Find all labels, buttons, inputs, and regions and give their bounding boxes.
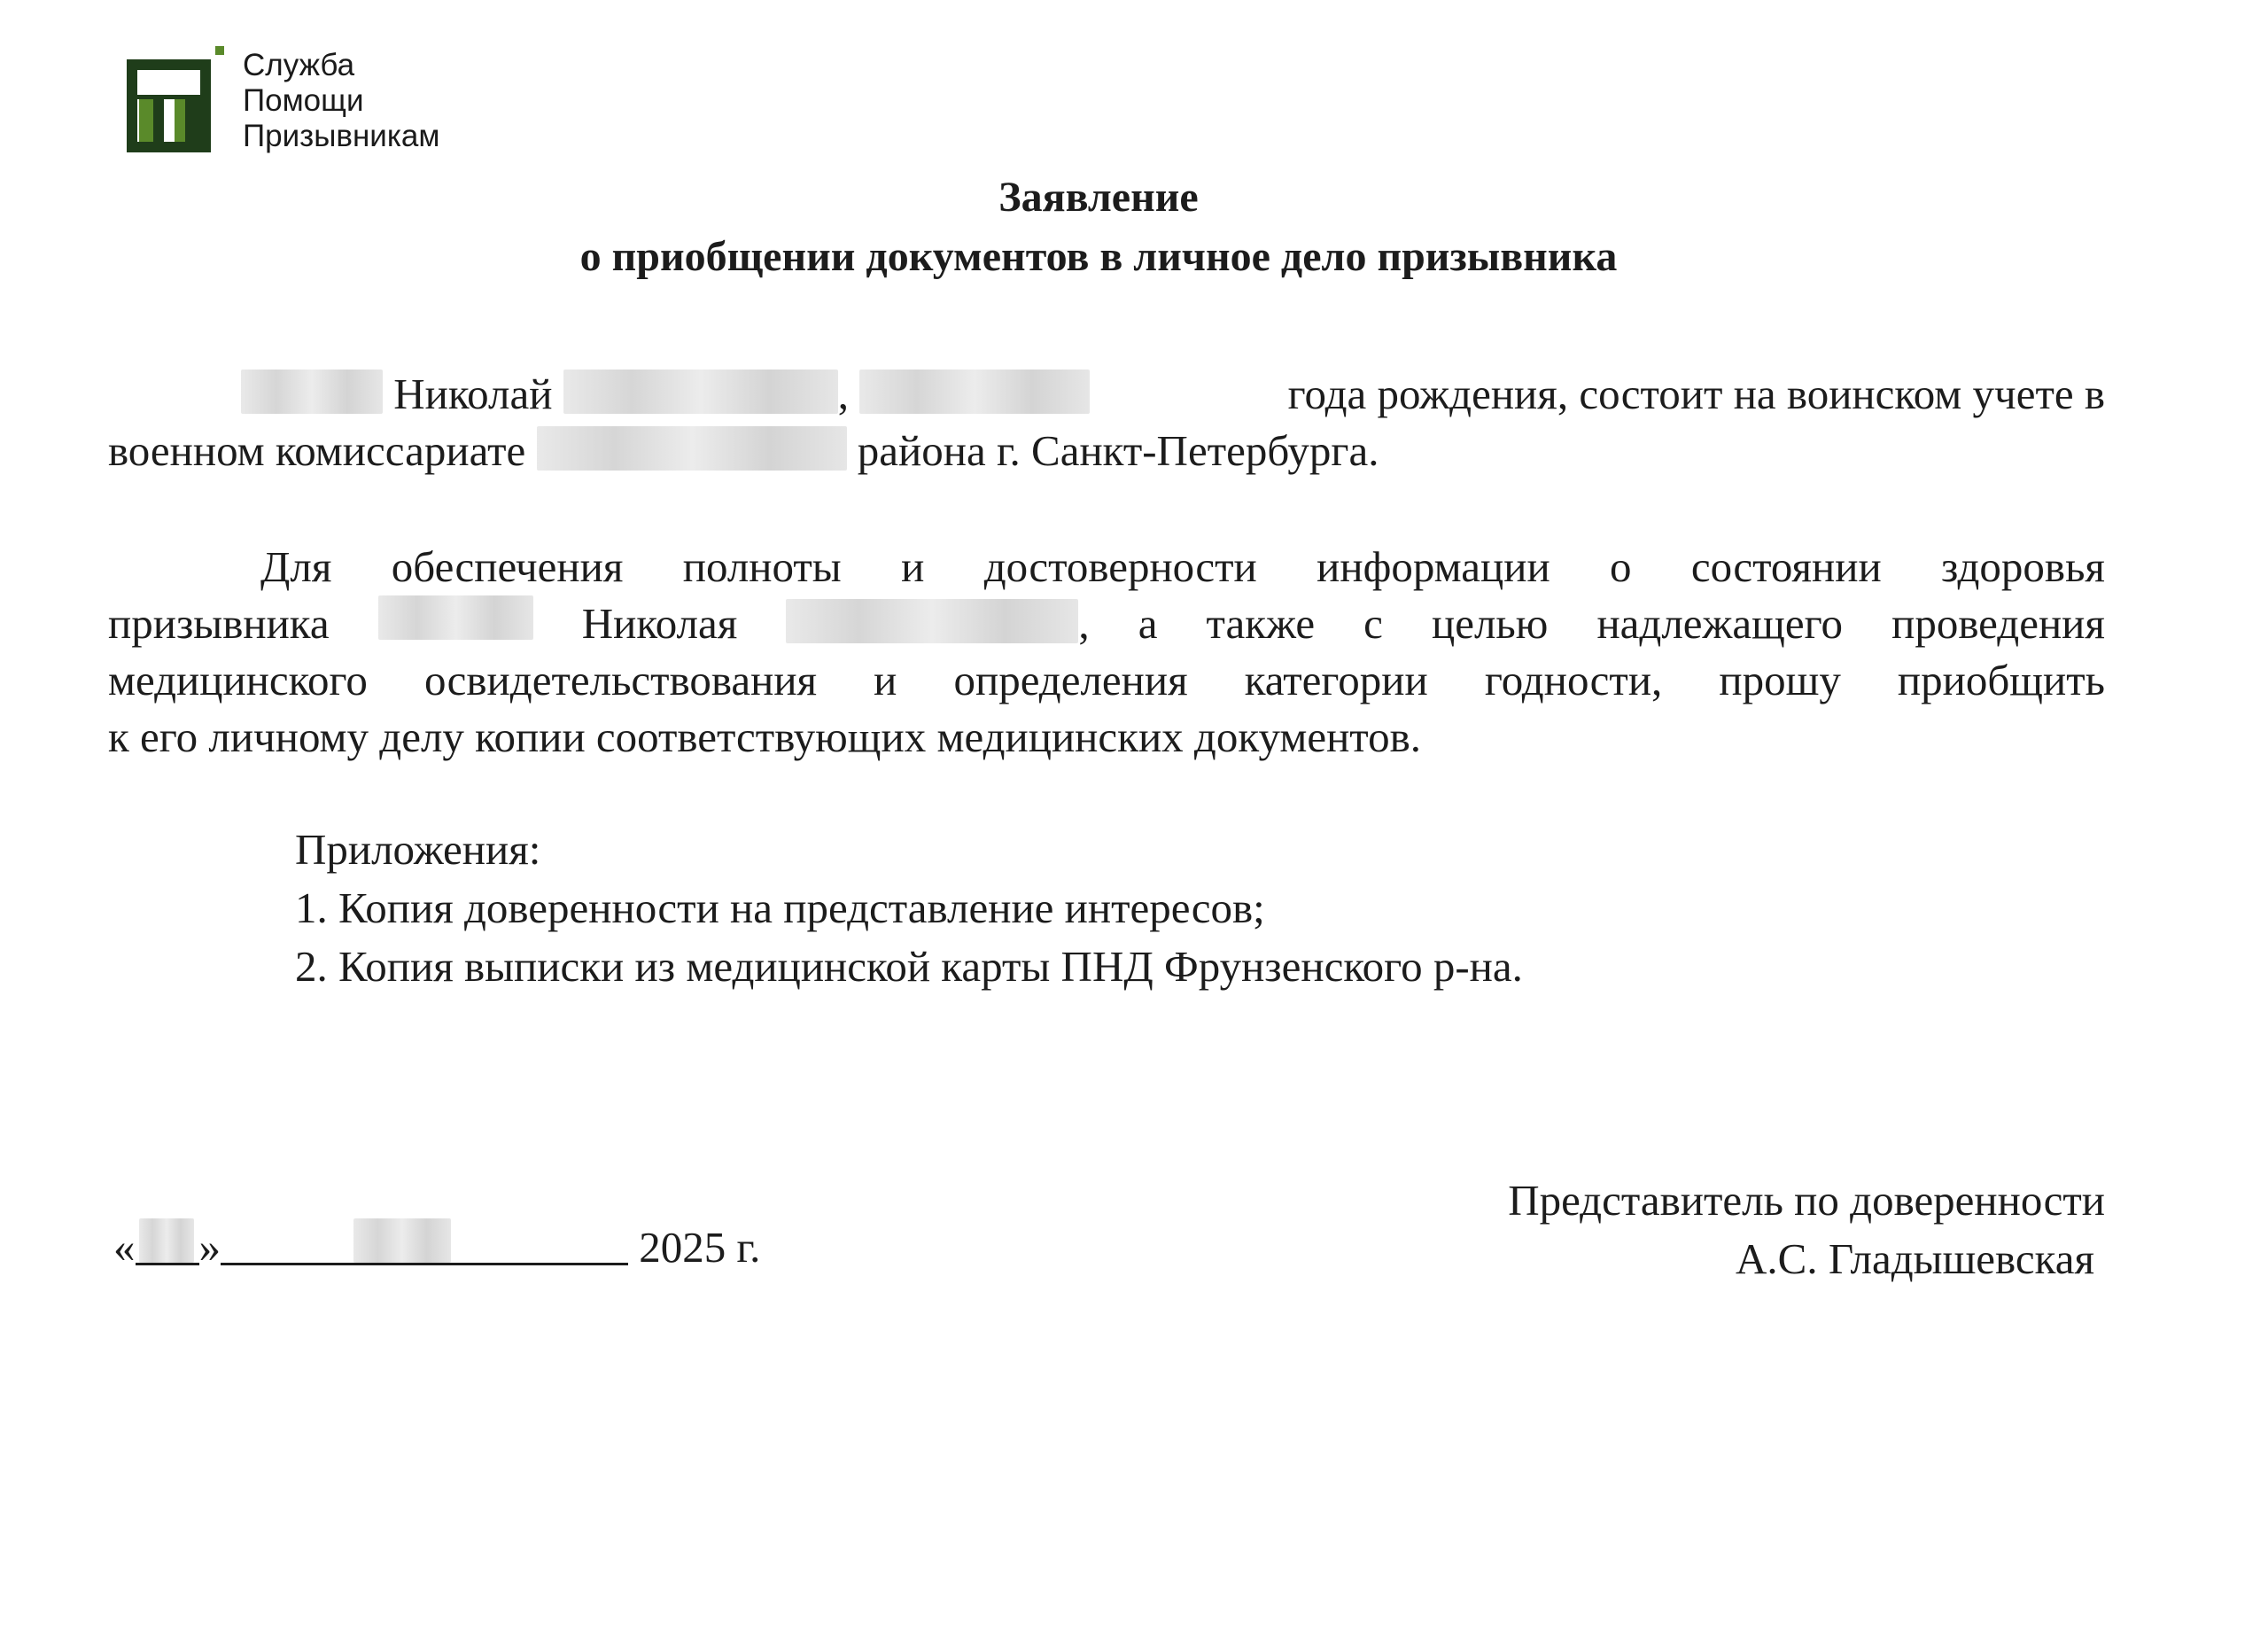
paragraph-2-line-4: к его личному делу копии соответствующих медицинских документов. xyxy=(108,712,1421,761)
redacted-birth-date xyxy=(859,370,1090,414)
paragraph-2-word: здоровья xyxy=(1941,542,2105,591)
paragraph-1-line-2 xyxy=(108,423,2105,479)
appendix-item-1: 1. Копия доверенности на представление интересов; xyxy=(295,883,1265,932)
paragraph-1 xyxy=(108,366,2105,479)
date-line xyxy=(113,1218,760,1277)
redacted-patronymic xyxy=(563,370,838,414)
paragraph-2-word: и xyxy=(901,542,925,591)
redacted-day xyxy=(139,1218,194,1263)
birth-text: года рождения, состоит на воинском учете в xyxy=(1287,370,2105,418)
comma: , xyxy=(837,370,849,418)
logo-mark-icon xyxy=(127,46,226,154)
paragraph-1-line-1 xyxy=(108,366,2105,423)
redacted-month xyxy=(353,1218,451,1263)
logo-text xyxy=(243,48,439,154)
redacted-surname-2 xyxy=(378,595,533,640)
signature-role: Представитель по доверенности xyxy=(1508,1176,2105,1225)
paragraph-2-word: а xyxy=(1138,599,1158,648)
paragraph-2-word: полноты xyxy=(682,542,842,591)
document-subtitle: о приобщении документов в личное дело призывника xyxy=(579,233,1618,280)
paragraph-2-word: Для xyxy=(260,542,332,591)
paragraph-2-word: обеспечения xyxy=(391,542,624,591)
conscript-word: призывника xyxy=(108,599,330,648)
paragraph-2-word: проведения xyxy=(1891,599,2105,648)
paragraph-2-word: целью xyxy=(1431,599,1549,648)
paragraph-2-word: достоверности xyxy=(983,542,1257,591)
paragraph-2-word: с xyxy=(1363,599,1383,648)
day-field xyxy=(136,1218,199,1265)
first-name: Николай xyxy=(393,370,553,418)
logo-line-1: Служба xyxy=(243,48,355,82)
date-open-quote: « xyxy=(113,1223,136,1272)
paragraph-2-line-3-text: медицинского освидетельствования и определения категории годности, прошу приобщить xyxy=(108,656,2105,704)
paragraph-2-word: о xyxy=(1610,542,1632,591)
commissariat-text: военном комиссариате xyxy=(108,426,526,475)
paragraph-2-word: надлежащего xyxy=(1596,599,1844,648)
district-text: района г. Санкт-Петербурга. xyxy=(857,426,1379,475)
month-field xyxy=(221,1218,628,1265)
paragraph-2-word: также xyxy=(1206,599,1316,648)
paragraph-2 xyxy=(108,539,2105,766)
redacted-surname xyxy=(241,370,383,414)
redacted-district xyxy=(537,426,847,471)
date-year: 2025 г. xyxy=(639,1223,761,1272)
logo-line-3: Призывникам xyxy=(243,119,440,153)
redacted-patronymic-2 xyxy=(786,599,1078,643)
appendix-item-2: 2. Копия выписки из медицинской карты ПНД Фрунзенского р-на. xyxy=(295,942,1523,991)
paragraph-2-line-2: призывника Николая , а также с целью надлежащего проведения xyxy=(108,595,2105,652)
first-name-genitive: Николая xyxy=(581,599,738,648)
date-close-quote: » xyxy=(198,1223,221,1272)
paragraph-2-line-3 xyxy=(108,652,2105,709)
logo-line-2: Помощи xyxy=(243,83,364,118)
paragraph-2-word: состоянии xyxy=(1690,542,1882,591)
appendix-heading: Приложения: xyxy=(295,825,541,874)
signature-name: А.С. Гладышевская xyxy=(1736,1234,2094,1283)
document-title: Заявление xyxy=(998,174,1199,221)
paragraph-2-word: информации xyxy=(1317,542,1550,591)
paragraph-2-line-1 xyxy=(108,539,2105,595)
